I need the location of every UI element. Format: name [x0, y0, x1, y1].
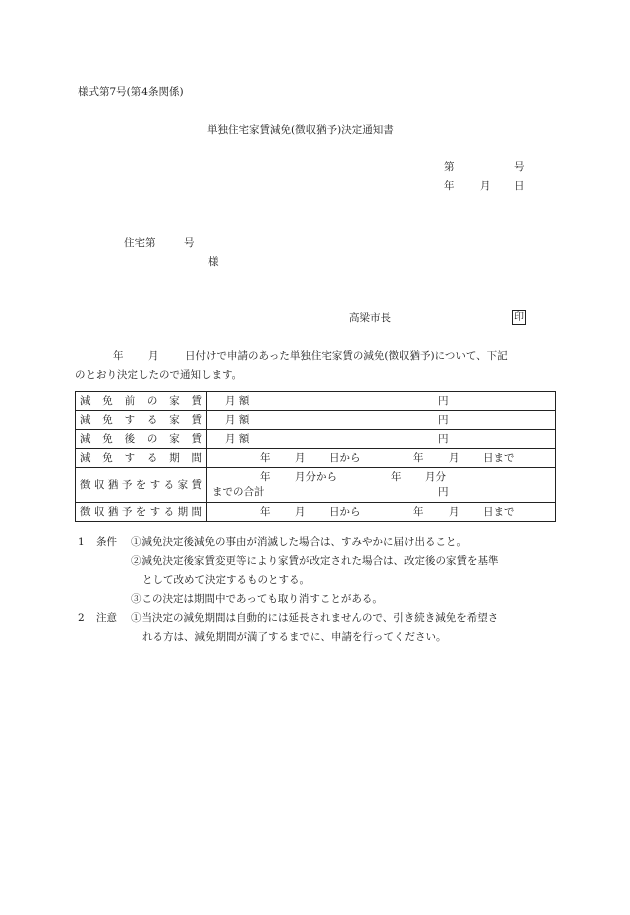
- row-label: [76, 468, 207, 503]
- issuer-seal: [512, 310, 526, 325]
- table-row: [76, 411, 556, 430]
- defer-start-month: 月分から: [295, 471, 337, 483]
- label-char: 賃: [191, 394, 202, 407]
- row-value: [207, 503, 556, 522]
- label-char: る: [146, 451, 158, 464]
- row-value: [207, 411, 556, 430]
- label-char: る: [163, 478, 175, 491]
- period-end-month: 月: [449, 452, 460, 464]
- label-char: 前: [124, 394, 136, 407]
- label-char: 猶: [107, 478, 119, 491]
- body-text-line2: のとおり決定したので通知します。: [75, 369, 243, 381]
- label-char: 免: [102, 413, 113, 426]
- label-char: 免: [102, 451, 113, 464]
- date-month: 月: [480, 180, 491, 192]
- condition-2-line1: ②減免決定後家賃変更等により家賃が改定された場合は、改定後の家賃を基準: [131, 555, 499, 567]
- row-label-text: [80, 395, 202, 408]
- label-char: 免: [102, 432, 113, 445]
- period-start-month: 月: [295, 506, 306, 518]
- label-char: 予: [121, 505, 133, 518]
- label-char: 期: [169, 451, 180, 464]
- note-heading: 注意: [96, 612, 117, 624]
- monthly-label: 月 額: [225, 395, 250, 407]
- form-number: 様式第7号(第4条関係): [78, 86, 184, 98]
- label-char: す: [124, 451, 136, 464]
- yen-unit: 円: [438, 433, 449, 445]
- defer-end-month: 月分: [425, 471, 446, 483]
- period-end-day: 日まで: [483, 506, 515, 518]
- row-label: [76, 430, 207, 449]
- label-char: 期: [177, 505, 189, 518]
- label-char: 家: [169, 413, 180, 426]
- label-char: 徴: [80, 478, 91, 491]
- yen-unit: 円: [438, 414, 449, 426]
- row-value: [207, 449, 556, 468]
- table-row: [76, 468, 556, 503]
- issuer-name: 高梁市長: [349, 312, 391, 324]
- document-title: 単独住宅家賃減免(徴収猶予)決定通知書: [207, 124, 394, 136]
- table-row: [76, 430, 556, 449]
- label-char: 家: [177, 478, 189, 491]
- row-label: [76, 411, 207, 430]
- period-start-day: 日から: [329, 452, 361, 464]
- condition-3: ③この決定は期間中であっても取り消すことがある。: [131, 593, 383, 605]
- condition-1: ①減免決定後減免の事由が消滅した場合は、すみやかに届け出ること。: [131, 536, 467, 548]
- row-value: [207, 430, 556, 449]
- note-1-line2: れる方は、減免期間が満了するまでに、申請を行ってください。: [142, 631, 447, 643]
- monthly-label: 月 額: [225, 414, 250, 426]
- label-char: る: [163, 505, 175, 518]
- label-char: 後: [124, 432, 136, 445]
- label-char: 収: [93, 478, 105, 491]
- row-label-text: [80, 452, 202, 465]
- label-char: 賃: [191, 478, 202, 491]
- label-char: 減: [80, 451, 91, 464]
- note-1-line1: ①当決定の減免期間は自動的には延長されませんので、引き続き減免を希望さ: [131, 612, 499, 624]
- label-char: 家: [169, 432, 180, 445]
- rent-reduction-table: [75, 391, 556, 522]
- monthly-label: 月 額: [225, 433, 250, 445]
- label-char: 家: [169, 394, 180, 407]
- condition-number: 1: [78, 536, 85, 548]
- recipient-honorific: 様: [208, 256, 219, 268]
- period-end-day: 日まで: [483, 452, 515, 464]
- label-char: 間: [191, 505, 202, 518]
- date-day: 日: [514, 180, 525, 192]
- period-start-year: 年: [260, 506, 271, 518]
- table-row: [76, 503, 556, 522]
- label-char: 予: [121, 478, 133, 491]
- body-year: 年: [113, 350, 124, 362]
- label-char: す: [149, 478, 161, 491]
- body-month: 月: [148, 350, 159, 362]
- label-char: 徴: [80, 505, 91, 518]
- doc-number-suffix: 号: [514, 161, 525, 173]
- table-row: [76, 392, 556, 411]
- body-text-line1: 日付けで申請のあった単独住宅家賃の減免(徴収猶予)について、下記: [185, 350, 508, 362]
- row-label: [76, 503, 207, 522]
- note-number: 2: [78, 612, 85, 624]
- condition-2-line2: として改めて決定するものとする。: [142, 574, 310, 586]
- label-char: 収: [93, 505, 105, 518]
- label-char: 賃: [191, 432, 202, 445]
- period-end-year: 年: [413, 452, 424, 464]
- recipient-housing: 住宅第: [124, 237, 156, 249]
- label-char: る: [146, 413, 158, 426]
- doc-number-prefix: 第: [444, 161, 455, 173]
- label-char: 猶: [107, 505, 119, 518]
- defer-total-label: までの合計: [212, 486, 265, 498]
- period-end-year: 年: [413, 506, 424, 518]
- defer-start-year: 年: [260, 471, 271, 483]
- recipient-number: 号: [184, 237, 195, 249]
- label-char: す: [149, 505, 161, 518]
- row-label-text: [80, 506, 202, 519]
- label-char: を: [135, 478, 147, 491]
- label-char: を: [135, 505, 147, 518]
- row-label-text: [80, 479, 202, 492]
- date-year: 年: [444, 180, 455, 192]
- period-start-day: 日から: [329, 506, 361, 518]
- row-value: [207, 468, 556, 503]
- yen-unit: 円: [438, 395, 449, 407]
- yen-unit: 円: [438, 486, 449, 498]
- label-char: 減: [80, 394, 91, 407]
- defer-end-year: 年: [391, 471, 402, 483]
- label-char: 間: [191, 451, 202, 464]
- label-char: 減: [80, 413, 91, 426]
- period-start-year: 年: [260, 452, 271, 464]
- row-label-text: [80, 414, 202, 427]
- row-label: [76, 449, 207, 468]
- row-label: [76, 392, 207, 411]
- label-char: の: [146, 432, 158, 445]
- period-start-month: 月: [295, 452, 306, 464]
- seal-mark: 印: [514, 312, 524, 323]
- label-char: す: [124, 413, 136, 426]
- row-value: [207, 392, 556, 411]
- label-char: 賃: [191, 413, 202, 426]
- period-end-month: 月: [449, 506, 460, 518]
- label-char: の: [146, 394, 158, 407]
- label-char: 減: [80, 432, 91, 445]
- condition-heading: 条件: [96, 536, 117, 548]
- label-char: 免: [102, 394, 113, 407]
- table-row: [76, 449, 556, 468]
- row-label-text: [80, 433, 202, 446]
